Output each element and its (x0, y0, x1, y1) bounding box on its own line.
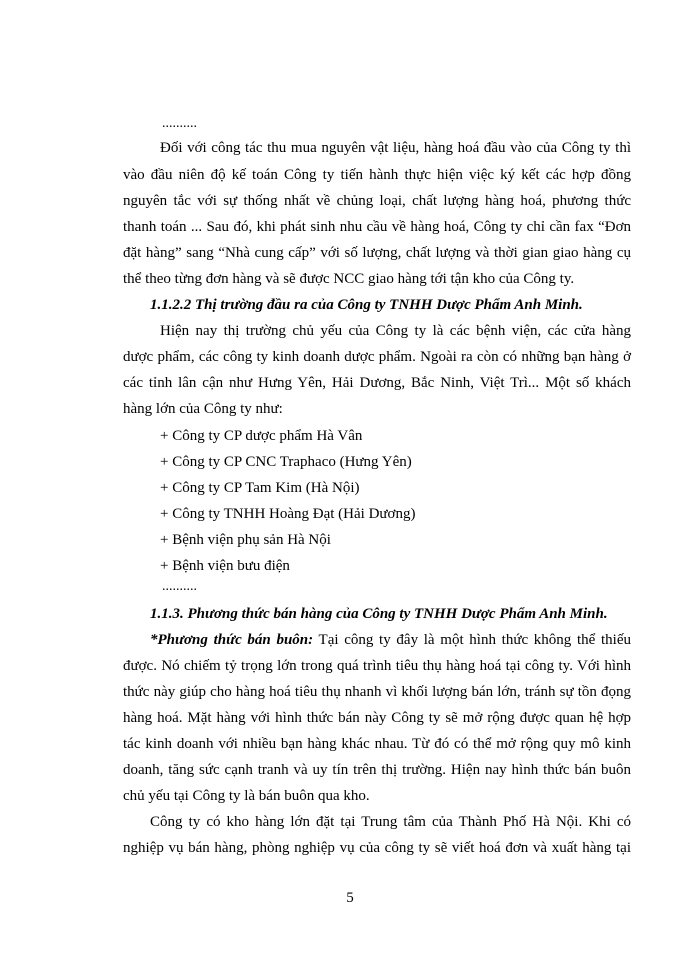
paragraph-3-line: thức này giúp cho hàng hoá tiêu thụ nhanh vì khối lượng bán lớn, tránh sự tồn đọng (123, 684, 631, 700)
ellipsis-dots: .......... (162, 116, 197, 131)
paragraph-3-line: hàng hoá. Mặt hàng với hình thức bán này Công ty sẽ mở rộng được quan hệ hợp (123, 710, 631, 726)
paragraph-2-line: dược phẩm, các công ty kinh doanh dược phẩm. Ngoài ra còn có những bạn hàng ở (123, 349, 631, 365)
customer-list-item: + Bệnh viện bưu điện (160, 558, 290, 574)
paragraph-2-line: các tỉnh lân cận như Hưng Yên, Hải Dương, Bắc Ninh, Việt Trì... Một số khách (123, 375, 631, 391)
ellipsis-dots: .......... (162, 579, 197, 594)
paragraph-3-first-line (150, 630, 631, 650)
paragraph-2-line: hàng lớn của Công ty như: (123, 401, 283, 417)
paragraph-1-line: thể theo từng đơn hàng và sẽ được NCC giao hàng tới tận kho của Công ty. (123, 271, 575, 287)
paragraph-1-line: nguyên tắc với sự thống nhất về chủng loại, chất lượng hàng hoá, phương thức (123, 193, 631, 209)
paragraph-4-line: nghiệp vụ bán hàng, phòng nghiệp vụ của công ty sẽ viết hoá đơn và xuất hàng tại (123, 840, 631, 856)
paragraph-3-line: tác kinh doanh với nhiều bạn hàng khác nhau. Từ đó có thể mở rộng quy mô kinh (123, 736, 631, 752)
paragraph-1-line: Đối với công tác thu mua nguyên vật liệu, hàng hoá đầu vào của Công ty thì (160, 140, 631, 156)
paragraph-3-line: chủ yếu tại Công ty là bán buôn qua kho. (123, 788, 370, 804)
customer-list-item: + Bệnh viện phụ sản Hà Nội (160, 532, 331, 548)
paragraph-1-line: thanh toán ... Sau đó, khi phát sinh nhu cầu về hàng hoá, Công ty chỉ cần fax “Đơn (123, 219, 631, 235)
section-heading-1-1-3: 1.1.3. Phương thức bán hàng của Công ty TNHH Dược Phẩm Anh Minh. (150, 606, 608, 622)
paragraph-1-line: vào đầu niên độ kế toán Công ty tiến hành thực hiện việc ký kết các hợp đồng (123, 167, 631, 183)
paragraph-2-line: Hiện nay thị trường chủ yếu của Công ty là các bệnh viện, các cửa hàng (160, 323, 631, 339)
paragraph-4-line: Công ty có kho hàng lớn đặt tại Trung tâm của Thành Phố Hà Nội. Khi có (150, 814, 631, 830)
customer-list-item: + Công ty TNHH Hoàng Đạt (Hải Dương) (160, 506, 416, 522)
paragraph-3-first-line-text: Tại công ty đây là một hình thức không thể thiếu (313, 632, 631, 648)
page-number: 5 (346, 890, 354, 906)
paragraph-3-line: được. Nó chiếm tỷ trọng lớn trong quá trình tiêu thụ hàng hoá tại công ty. Với hình (123, 658, 631, 674)
customer-list-item: + Công ty CP Tam Kim (Hà Nội) (160, 480, 360, 496)
customer-list-item: + Công ty CP CNC Traphaco (Hưng Yên) (160, 454, 412, 470)
wholesale-method-label: *Phương thức bán buôn: (150, 632, 314, 648)
paragraph-3-line: doanh, tăng sức cạnh tranh và uy tín trên thị trường. Hiện nay hình thức bán buôn (123, 762, 631, 778)
section-heading-1-1-2-2: 1.1.2.2 Thị trường đầu ra của Công ty TNHH Dược Phẩm Anh Minh. (150, 297, 583, 313)
customer-list-item: + Công ty CP dược phẩm Hà Vân (160, 428, 363, 444)
paragraph-1-line: đặt hàng” sang “Nhà cung cấp” với số lượng, chất lượng và thời gian giao hàng cụ (123, 245, 631, 261)
